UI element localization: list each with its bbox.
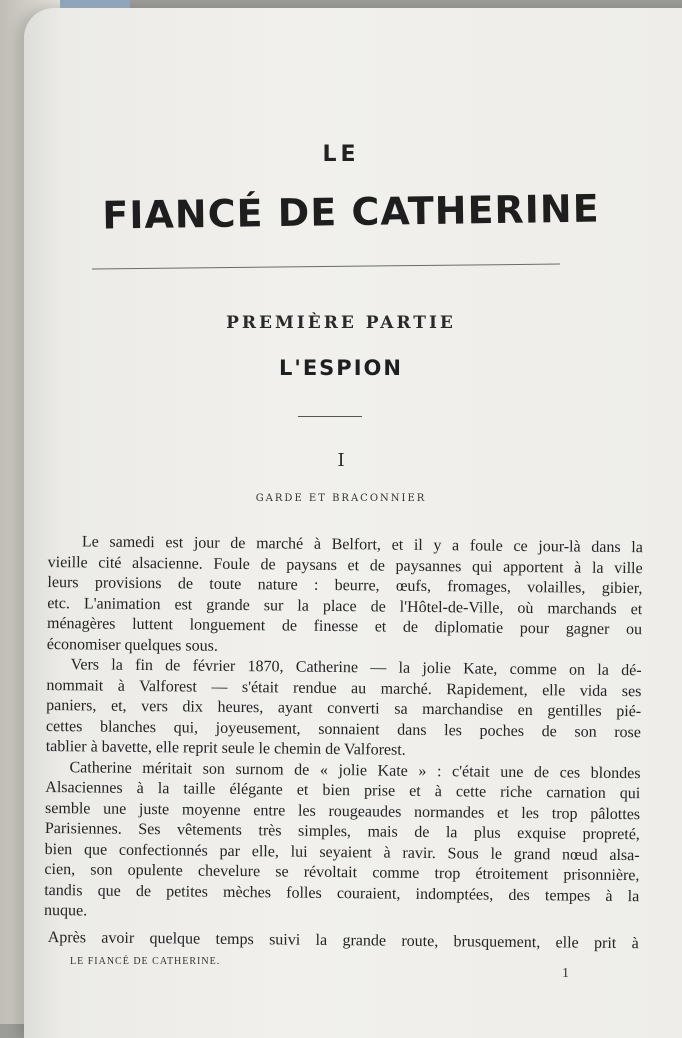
title-article: LE [322,142,360,167]
section-rule [298,416,362,417]
page-number: 1 [562,966,569,981]
text-line: tandis que de petites mèches folles couraient, indomptées, des tempes à la [44,881,640,905]
text-line: Parisiennes. Ses vêtements très simples, mais de la plus exquise propreté, [44,819,640,844]
text-line: semble une juste moyenne entre les rougeaudes normandes et les trop pâlottes [45,799,641,823]
text-line: Le samedi est jour de marché à Belfort, et il y a foule ce jour-là dans la [81,533,643,557]
text-line: Après avoir quelque temps suivi la grande route, brusquement, elle prit à [47,928,639,952]
body-text [44,532,643,954]
part-subtitle: L'ESPION [279,356,403,380]
text-line: paniers, et, vers dix heures, ayant converti sa marchandise en gentilles pié- [46,696,642,721]
text-line: etc. L'animation est grande sur la place de l'Hôtel-de-Ville, où marchands et [47,594,643,618]
text-line: ménagères luttent longuement de finesse et de diplomatie pour gagner ou [46,614,643,639]
chapter-title: GARDE ET BRACONNIER [255,493,427,504]
text-line: nuque. [43,901,88,920]
text-line: cettes blanches qui, joyeusement, sonnaient dans les poches de son rose [45,717,642,741]
part-heading: PREMIÈRE PARTIE [226,313,456,333]
text-line: Vers la fin de février 1870, Catherine — la jolie Kate, comme on la dé- [70,656,642,680]
text-line: bien que confectionnés par elle, lui seyaient à ravir. Sous le grand nœud alsa- [44,840,640,864]
text-line: leurs provisions de toute nature : beurre, œufs, fromages, volailles, gibier, [47,573,643,598]
chapter-number: I [337,450,345,471]
text-line: économiser quelques sous. [46,635,218,655]
text-line: tablier à bavette, elle reprit seule le chemin de Valforest. [45,737,406,759]
text-line: Alsaciennes à la taille élégante et bien prise et à cette riche carnation qui [45,778,641,803]
text-line: nommait à Valforest — s'était rendue au marché. Rapidement, elle vida ses [46,676,642,700]
book-title: FIANCÉ DE CATHERINE [102,186,600,238]
text-line: cien, son opulente chevelure se révoltait comme trop étroitement prisonnière, [44,860,640,885]
running-title: LE FIANCÉ DE CATHERINE. [70,956,221,967]
text-line: vieille cité alsacienne. Foule de paysans et de paysannes qui apportent à la ville [47,553,643,577]
text-line: Catherine méritait son surnom de « jolie Kate » : c'était une de ces blondes [69,758,641,782]
